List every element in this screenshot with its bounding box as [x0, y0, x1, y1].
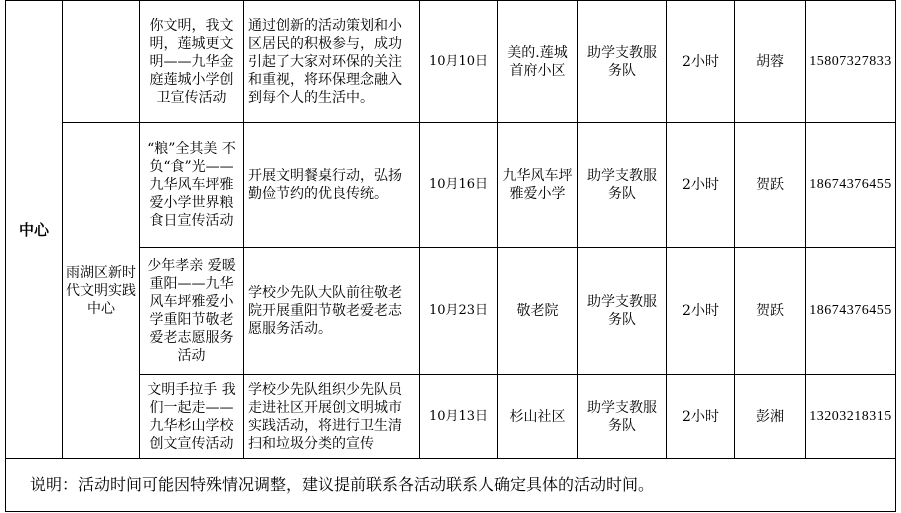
- contact-phone-cell: 18674376455: [806, 123, 896, 248]
- contact-phone-cell: 15807327833: [806, 1, 896, 123]
- note-row: [6, 459, 896, 512]
- table-row: [6, 1, 896, 123]
- service-team-cell: 助学支教服务队: [578, 248, 667, 375]
- service-team-cell: 助学支教服务队: [578, 123, 667, 248]
- organizer-cell-top: [63, 1, 140, 123]
- activity-date-cell: 10月23日: [420, 248, 498, 375]
- activity-date-cell: 10月13日: [420, 375, 498, 459]
- activity-name-cell: 你文明，我文明，莲城更文明——九华金庭莲城小学创卫宣传活动: [140, 1, 244, 123]
- duration-cell: 2小时: [667, 123, 735, 248]
- activity-name-cell: 少年孝亲 爱暖重阳——九华风车坪雅爱小学重阳节敬老爱老志愿服务活动: [140, 248, 244, 375]
- activity-name-cell: “粮”全其美 不负“食”光——九华风车坪雅爱小学世界粮食日宣传活动: [140, 123, 244, 248]
- contact-phone-cell: 13203218315: [806, 375, 896, 459]
- contact-name-cell: 胡蓉: [735, 1, 806, 123]
- activity-name-cell: 文明手拉手 我们一起走——九华杉山学校创文宣传活动: [140, 375, 244, 459]
- table-row: [6, 248, 896, 375]
- activity-location-cell: 九华风车坪雅爱小学: [498, 123, 578, 248]
- activity-date-cell: 10月16日: [420, 123, 498, 248]
- table-row: [6, 123, 896, 248]
- activity-table: [5, 0, 896, 512]
- region-cell: 中心: [6, 1, 63, 459]
- service-team-cell: 助学支教服务队: [578, 375, 667, 459]
- contact-phone-cell: 18674376455: [806, 248, 896, 375]
- contact-name-cell: 贺跃: [735, 248, 806, 375]
- activity-description-cell: 学校少先队大队前往敬老院开展重阳节敬老爱老志愿服务活动。: [244, 248, 420, 375]
- activity-location-cell: 杉山社区: [498, 375, 578, 459]
- organizer-cell: 雨湖区新时代文明实践中心: [63, 123, 140, 459]
- table-row: [6, 375, 896, 459]
- contact-name-cell: 贺跃: [735, 123, 806, 248]
- schedule-note: 说明：活动时间可能因特殊情况调整，建议提前联系各活动联系人确定具体的活动时间。: [6, 459, 896, 512]
- activity-date-cell: 10月10日: [420, 1, 498, 123]
- activity-description-cell: 开展文明餐桌行动，弘扬勤俭节约的优良传统。: [244, 123, 420, 248]
- activity-description-cell: 通过创新的活动策划和小区居民的积极参与，成功引起了大家对环保的关注和重视，将环保理念融入到每个人的生活中。: [244, 1, 420, 123]
- activity-location-cell: 美的.莲城首府小区: [498, 1, 578, 123]
- duration-cell: 2小时: [667, 375, 735, 459]
- service-team-cell: 助学支教服务队: [578, 1, 667, 123]
- duration-cell: 2小时: [667, 1, 735, 123]
- activity-description-cell: 学校少先队组织少先队员走进社区开展创文明城市实践活动，将进行卫生清扫和垃圾分类的宣传: [244, 375, 420, 459]
- activity-location-cell: 敬老院: [498, 248, 578, 375]
- duration-cell: 2小时: [667, 248, 735, 375]
- contact-name-cell: 彭湘: [735, 375, 806, 459]
